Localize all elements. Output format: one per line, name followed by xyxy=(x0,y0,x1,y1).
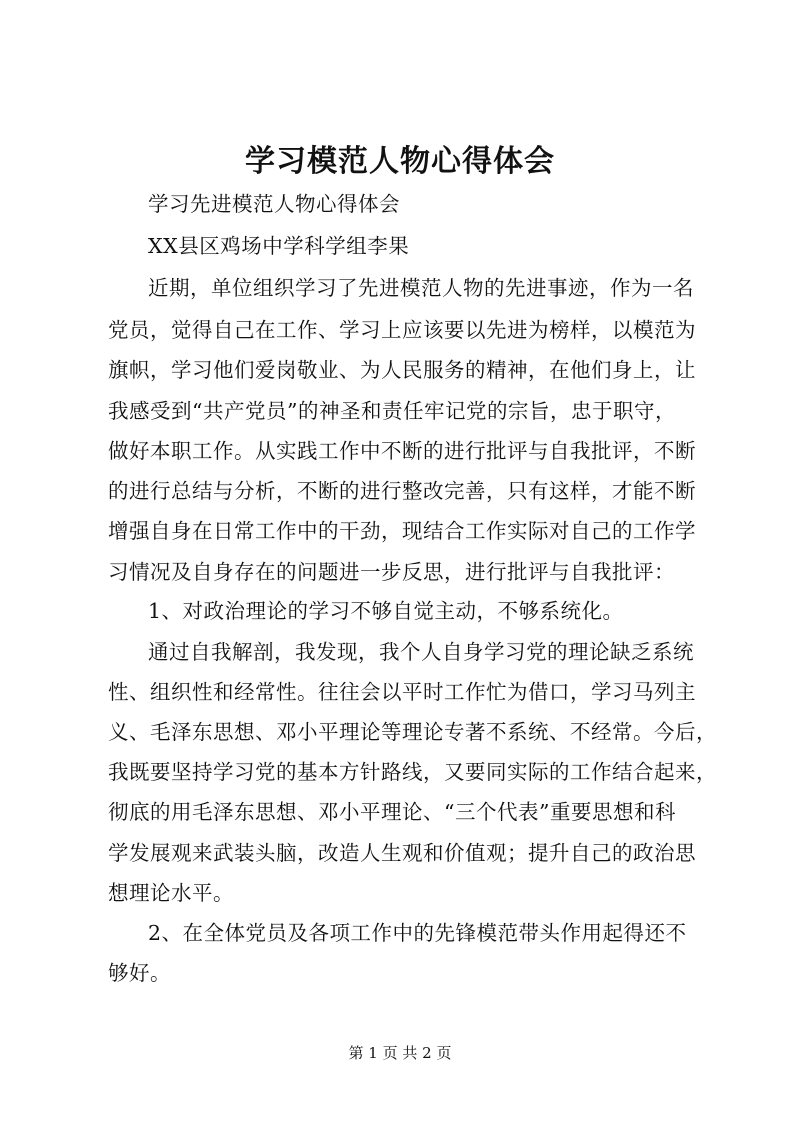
paragraph-line: 的进行总结与分析，不断的进行整改完善，只有这样，才能不断 xyxy=(108,479,696,503)
document-title: 学习模范人物心得体会 xyxy=(245,144,555,179)
paragraph-line: 够好。 xyxy=(108,961,171,985)
page-footer: 第 1 页 共 2 页 xyxy=(348,1044,452,1062)
section-heading-1: 1、对政治理论的学习不够自觉主动，不够系统化。 xyxy=(148,599,624,623)
paragraph-line: 性、组织性和经常性。往往会以平时工作忙为借口，学习马列主 xyxy=(108,680,696,704)
author-line: XX县区鸡场中学科学组李果 xyxy=(148,234,410,258)
paragraph-line: 近期，单位组织学习了先进模范人物的先进事迹，作为一名 xyxy=(148,276,694,300)
paragraph-line: 旗帜，学习他们爱岗敬业、为人民服务的精神，在他们身上，让 xyxy=(108,358,696,382)
paragraph-line: 习情况及自身存在的问题进一步反思，进行批评与自我批评： xyxy=(108,560,675,584)
paragraph-line: 我既要坚持学习党的基本方针路线，又要同实际的工作结合起来， xyxy=(108,760,717,784)
paragraph-line: 义、毛泽东思想、邓小平理论等理论专著不系统、不经常。今后， xyxy=(108,720,717,744)
paragraph-line: 党员，觉得自己在工作、学习上应该要以先进为榜样，以模范为 xyxy=(108,318,696,342)
paragraph-line: 学发展观来武装头脑，改造人生观和价值观；提升自己的政治思 xyxy=(108,841,696,865)
paragraph-line: 我感受到“共产党员”的神圣和责任牢记党的宗旨，忠于职守， xyxy=(108,399,676,423)
paragraph-line: 通过自我解剖，我发现，我个人自身学习党的理论缺乏系统 xyxy=(148,640,694,664)
paragraph-line: 想理论水平。 xyxy=(108,881,234,905)
paragraph-line: 增强自身在日常工作中的干劲，现结合工作实际对自己的工作学 xyxy=(108,519,696,543)
paragraph-line: 做好本职工作。从实践工作中不断的进行批评与自我批评，不断 xyxy=(108,439,696,463)
paragraph-line: 彻底的用毛泽东思想、邓小平理论、“三个代表”重要思想和科 xyxy=(108,800,676,824)
subtitle-line: 学习先进模范人物心得体会 xyxy=(148,192,400,216)
section-heading-2: 2、在全体党员及各项工作中的先锋模范带头作用起得还不 xyxy=(148,921,687,945)
